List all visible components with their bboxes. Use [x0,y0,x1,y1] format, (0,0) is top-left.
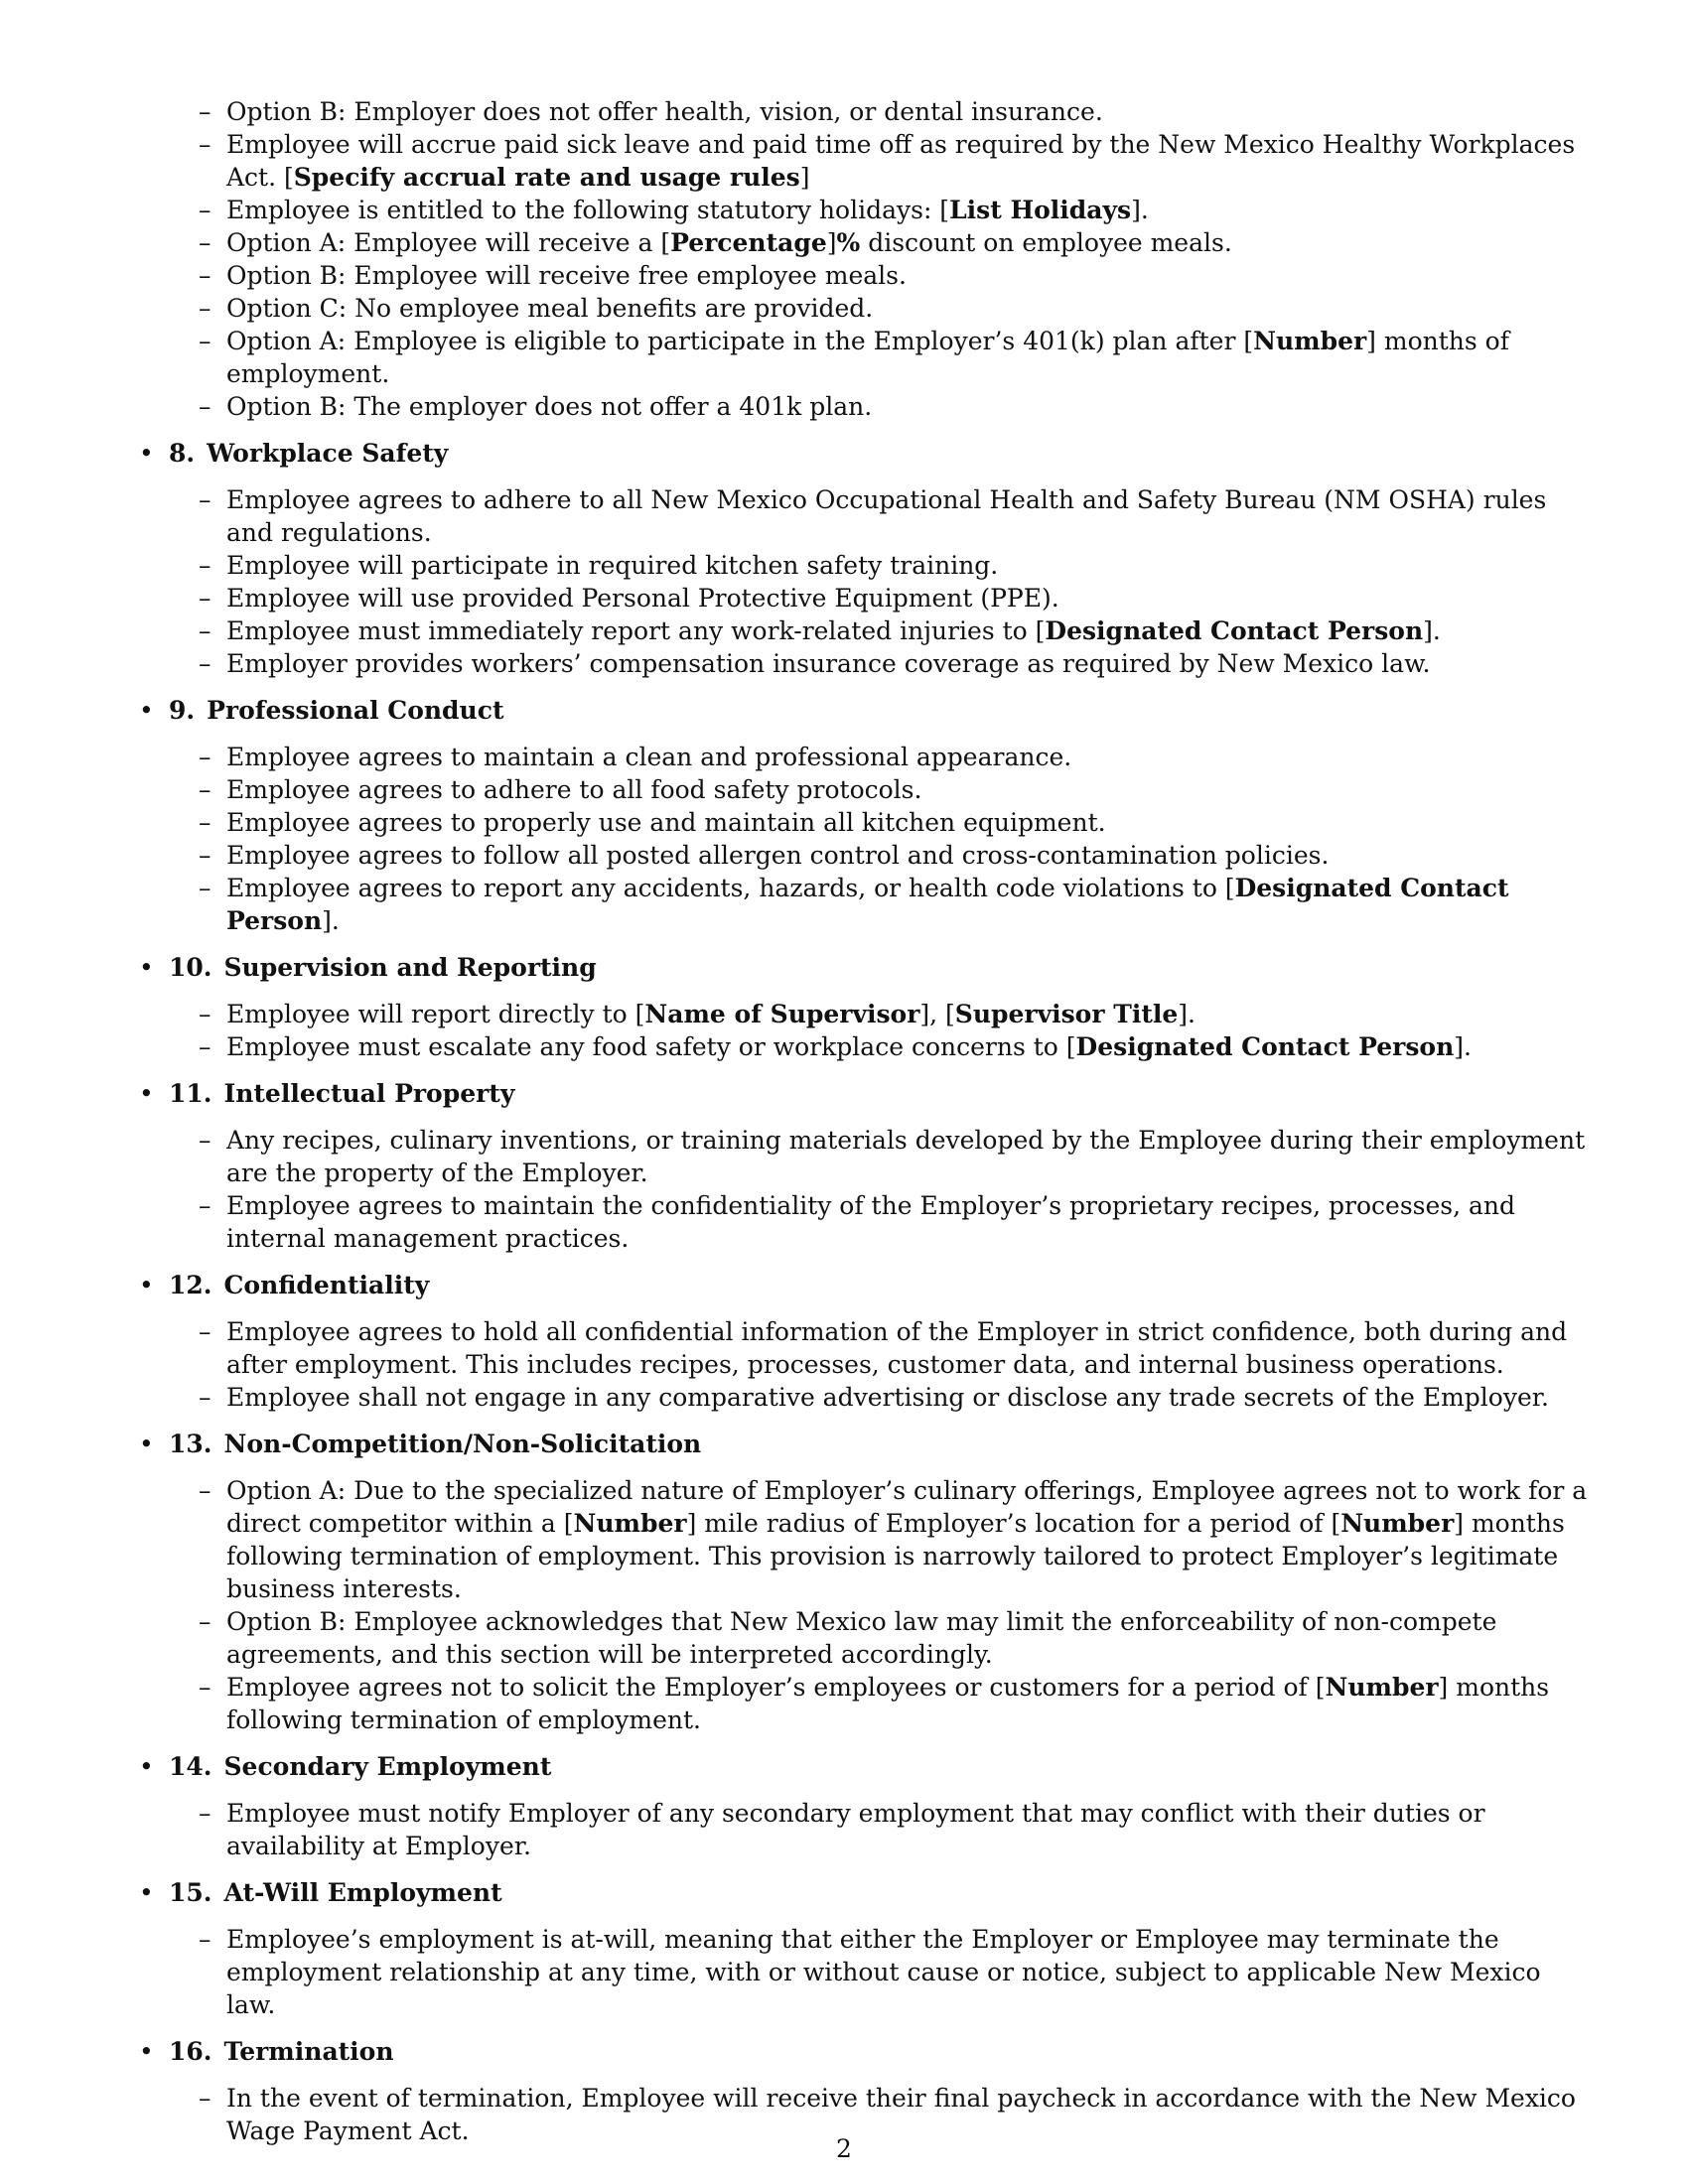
bullet-icon: • [139,1878,154,1907]
bullet-icon: • [139,953,154,982]
placeholder-field: % [836,228,861,257]
section [139,951,1589,1063]
list-item: – Employee will participate in required kitchen safety training. [139,549,1589,582]
section-heading [139,2035,1589,2068]
section-number: 11. [169,1079,212,1108]
placeholder-field: Number [1325,1673,1439,1702]
list-item: – Option A: Employee is eligible to participate in the Employer’s 401(k) plan after [Number] months of employment. [139,325,1589,390]
list-item: – Option B: Employee acknowledges that New Mexico law may limit the enforceability of non-compete agreements, and this section will be interpreted accordingly. [139,1605,1589,1671]
section-heading [139,951,1589,984]
section-number: 14. [169,1752,212,1781]
section-title: Intellectual Property [223,1079,515,1108]
section-number: 13. [169,1430,212,1458]
list-item: – Employee must immediately report any work-related injuries to [Designated Contact Person]. [139,614,1589,647]
section-number: 12. [169,1271,212,1299]
section [139,1876,1589,2021]
list-item: – Employee must escalate any food safety or workplace concerns to [Designated Contact Person]. [139,1030,1589,1063]
list-item: – Option C: No employee meal benefits are provided. [139,292,1589,325]
section-title: Supervision and Reporting [223,953,597,982]
section [139,1269,1589,1414]
bullet-icon: • [139,1079,154,1108]
placeholder-field: Supervisor Title [954,1000,1179,1028]
section-heading [139,1428,1589,1460]
list-item: – Option A: Due to the specialized nature of Employer’s culinary offerings, Employee agrees not to work for a direct competitor within a [Number] mile radius of Employer’s location for a period of [Number] months following termination of employment. This provision is narrowly tailored to protect Employer’s legitimate business interests. [139,1474,1589,1605]
list-item: – Employee must notify Employer of any secondary employment that may conflict with their duties or availability at Employer. [139,1797,1589,1862]
list-item: – Employee agrees to maintain the confidentiality of the Employer’s proprietary recipes, processes, and internal management practices. [139,1189,1589,1255]
placeholder-field: Designated Contact Person [226,874,1509,935]
bullet-icon: • [139,1271,154,1299]
section-items [139,998,1589,1063]
list-item: – Employee agrees to report any accidents, hazards, or health code violations to [Designated Contact Person]. [139,872,1589,937]
section-heading [139,1077,1589,1110]
section-number: 16. [169,2037,212,2066]
list-item: – Employee will report directly to [Name of Supervisor], [Supervisor Title]. [139,998,1589,1030]
placeholder-field: Percentage [670,228,827,257]
section-items [139,1124,1589,1255]
list-item: – Employee agrees to follow all posted allergen control and cross-contamination policies. [139,839,1589,872]
section-title: Professional Conduct [207,696,504,725]
section-heading [139,1269,1589,1301]
bullet-icon: • [139,1752,154,1781]
section [139,1077,1589,1255]
section-items [139,741,1589,937]
list-item: – Employee agrees to adhere to all New Mexico Occupational Health and Safety Bureau (NM OSHA) rules and regulations. [139,483,1589,549]
list-item: – Employee agrees not to solicit the Employer’s employees or customers for a period of [Number] months following termination of employment. [139,1671,1589,1736]
section-number: 9. [169,696,196,725]
page-number: 2 [836,2134,852,2163]
list-item: – Option A: Employee will receive a [Percentage]% discount on employee meals. [139,226,1589,259]
list-item: – Option B: Employer does not offer health, vision, or dental insurance. [139,95,1589,128]
list-item: – Option B: The employer does not offer a 401k plan. [139,390,1589,423]
list-item: – Employee shall not engage in any comparative advertising or disclose any trade secrets of the Employer. [139,1381,1589,1414]
section-title: Termination [223,2037,394,2066]
section-number: 15. [169,1878,212,1907]
bullet-icon: • [139,696,154,725]
section-title: Confidentiality [223,1271,430,1299]
placeholder-field: Specify accrual rate and usage rules [293,163,800,192]
section [139,1428,1589,1736]
section-heading [139,1750,1589,1783]
section-heading [139,1876,1589,1909]
section-title: Workplace Safety [207,439,449,468]
document-body [139,95,1589,2147]
placeholder-field: Number [1253,327,1367,355]
list-item: – Employee will accrue paid sick leave and paid time off as required by the New Mexico Healthy Workplaces Act. [Specify accrual rate and usage rules] [139,128,1589,194]
section-items [139,1797,1589,1862]
section-items [139,1315,1589,1414]
list-item: – Employee is entitled to the following statutory holidays: [List Holidays]. [139,194,1589,226]
bullet-icon: • [139,1430,154,1458]
section-number: 8. [169,439,196,468]
section [139,2035,1589,2147]
section-heading [139,437,1589,470]
section-title: Non-Competition/Non-Solicitation [223,1430,702,1458]
list-item: – Employee agrees to maintain a clean and professional appearance. [139,741,1589,773]
section [139,694,1589,937]
list-item: – Employee agrees to hold all confidential information of the Employer in strict confidence, both during and after employment. This includes recipes, processes, customer data, and internal business operations. [139,1315,1589,1381]
section [139,437,1589,680]
continued-benefits-list [139,95,1589,423]
placeholder-field: Designated Contact Person [1075,1032,1455,1061]
section-number: 10. [169,953,212,982]
section-items [139,1923,1589,2021]
section-heading [139,694,1589,727]
bullet-icon: • [139,439,154,468]
placeholder-field: Number [573,1509,687,1538]
sections-container [139,437,1589,2147]
placeholder-field: Name of Supervisor [644,1000,920,1028]
list-item: – Option B: Employee will receive free employee meals. [139,259,1589,292]
list-item: – Employee agrees to properly use and maintain all kitchen equipment. [139,806,1589,839]
list-item: – Employee agrees to adhere to all food safety protocols. [139,773,1589,806]
section-items [139,483,1589,680]
list-item: – In the event of termination, Employee will receive their final paycheck in accordance with the New Mexico Wage Payment Act. [139,2082,1589,2147]
section [139,1750,1589,1862]
section-items [139,1474,1589,1736]
section-title: At-Will Employment [223,1878,502,1907]
list-item: – Any recipes, culinary inventions, or training materials developed by the Employee during their employment are the property of the Employer. [139,1124,1589,1189]
list-item: – Employee will use provided Personal Protective Equipment (PPE). [139,582,1589,614]
placeholder-field: Designated Contact Person [1045,616,1424,645]
bullet-icon: • [139,2037,154,2066]
list-item: – Employer provides workers’ compensation insurance coverage as required by New Mexico law. [139,647,1589,680]
placeholder-field: List Holidays [949,196,1132,224]
section-title: Secondary Employment [223,1752,552,1781]
list-item: – Employee’s employment is at-will, meaning that either the Employer or Employee may terminate the employment relationship at any time, with or without cause or notice, subject to applicable New Mexico law. [139,1923,1589,2021]
placeholder-field: Number [1340,1509,1455,1538]
